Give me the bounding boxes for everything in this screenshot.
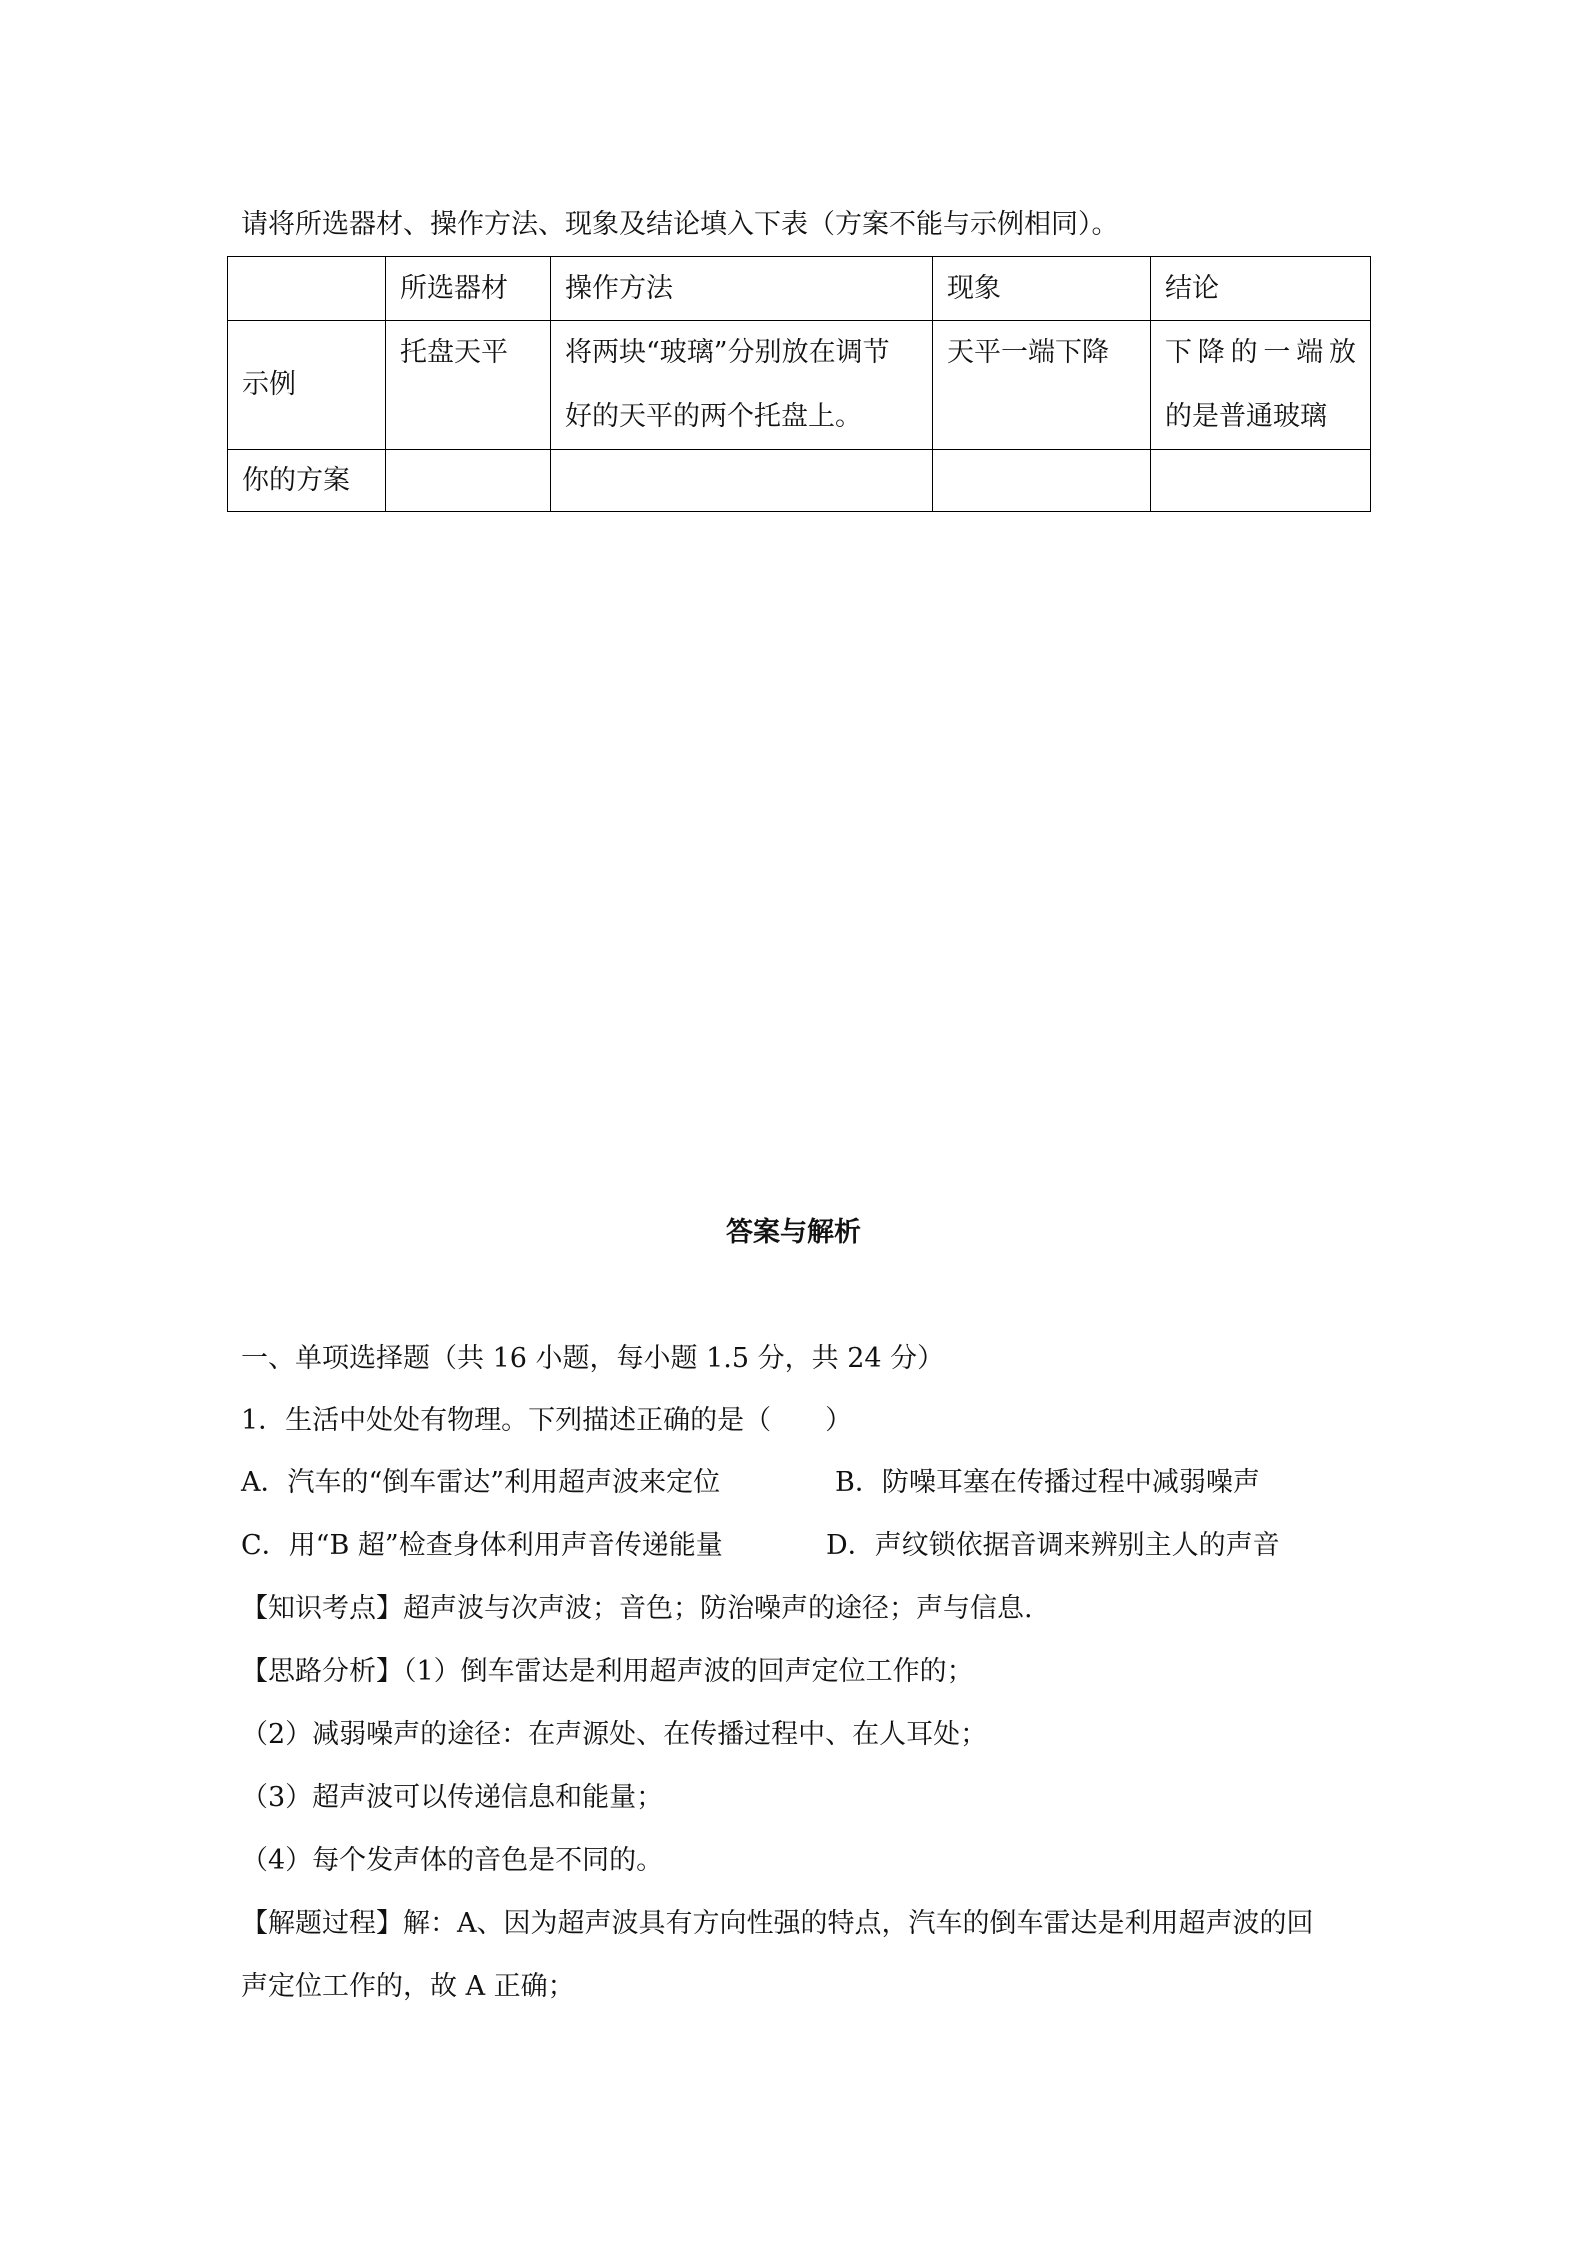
option-a: A．汽车的“倒车雷达”利用超声波来定位	[241, 1467, 721, 1498]
header-method: 操作方法	[551, 257, 933, 321]
example-conclusion-line-2: 的是普通玻璃	[1165, 401, 1327, 432]
your-plan-equipment-cell[interactable]	[386, 450, 551, 512]
example-equipment: 托盘天平	[386, 321, 551, 450]
intro-instruction: 请将所选器材、操作方法、现象及结论填入下表（方案不能与示例相同）。	[241, 209, 1119, 240]
example-conclusion-line-1: 下降的一端放	[1165, 337, 1356, 368]
solution-line-2: 声定位工作的，故 A 正确；	[241, 1971, 575, 2002]
option-d: D．声纹锁依据音调来辨别主人的声音	[826, 1530, 1280, 1561]
header-empty-cell	[228, 257, 386, 321]
solution-line-1: 【解题过程】解：A、因为超声波具有方向性强的特点，汽车的倒车雷达是利用超声波的回	[241, 1908, 1314, 1939]
example-conclusion	[1151, 321, 1371, 450]
question-1-stem: 1．生活中处处有物理。下列描述正确的是（ ）	[241, 1405, 853, 1436]
example-method-line-1: 将两块“玻璃”分别放在调节	[565, 337, 890, 368]
option-c: C．用“B 超”检查身体利用声音传递能量	[241, 1530, 723, 1561]
your-plan-method-cell[interactable]	[551, 450, 933, 512]
analysis-line-4: （4）每个发声体的音色是不同的。	[241, 1845, 664, 1876]
header-phenomenon: 现象	[933, 257, 1151, 321]
your-plan-phenomenon-cell[interactable]	[933, 450, 1151, 512]
header-equipment: 所选器材	[386, 257, 551, 321]
example-label: 示例	[228, 321, 386, 450]
header-conclusion: 结论	[1151, 257, 1371, 321]
your-plan-conclusion-cell[interactable]	[1151, 450, 1371, 512]
section-heading: 一、单项选择题（共 16 小题，每小题 1.5 分，共 24 分）	[241, 1343, 945, 1374]
experiment-table	[227, 256, 1371, 512]
table-row-your-plan	[228, 450, 1371, 512]
option-b: B．防噪耳塞在传播过程中减弱噪声	[835, 1467, 1260, 1498]
example-phenomenon: 天平一端下降	[933, 321, 1151, 450]
analysis-line-1: 【思路分析】（1）倒车雷达是利用超声波的回声定位工作的；	[241, 1656, 974, 1687]
example-method-line-2: 好的天平的两个托盘上。	[565, 401, 862, 432]
table-row-example	[228, 321, 1371, 450]
knowledge-points: 【知识考点】超声波与次声波；音色；防治噪声的途径；声与信息.	[241, 1593, 1033, 1624]
analysis-line-3: （3）超声波可以传递信息和能量；	[241, 1782, 664, 1813]
answer-title: 答案与解析	[726, 1217, 861, 1248]
table-header-row	[228, 257, 1371, 321]
your-plan-label: 你的方案	[228, 450, 386, 512]
analysis-line-2: （2）减弱噪声的途径：在声源处、在传播过程中、在人耳处；	[241, 1719, 988, 1750]
example-method	[551, 321, 933, 450]
